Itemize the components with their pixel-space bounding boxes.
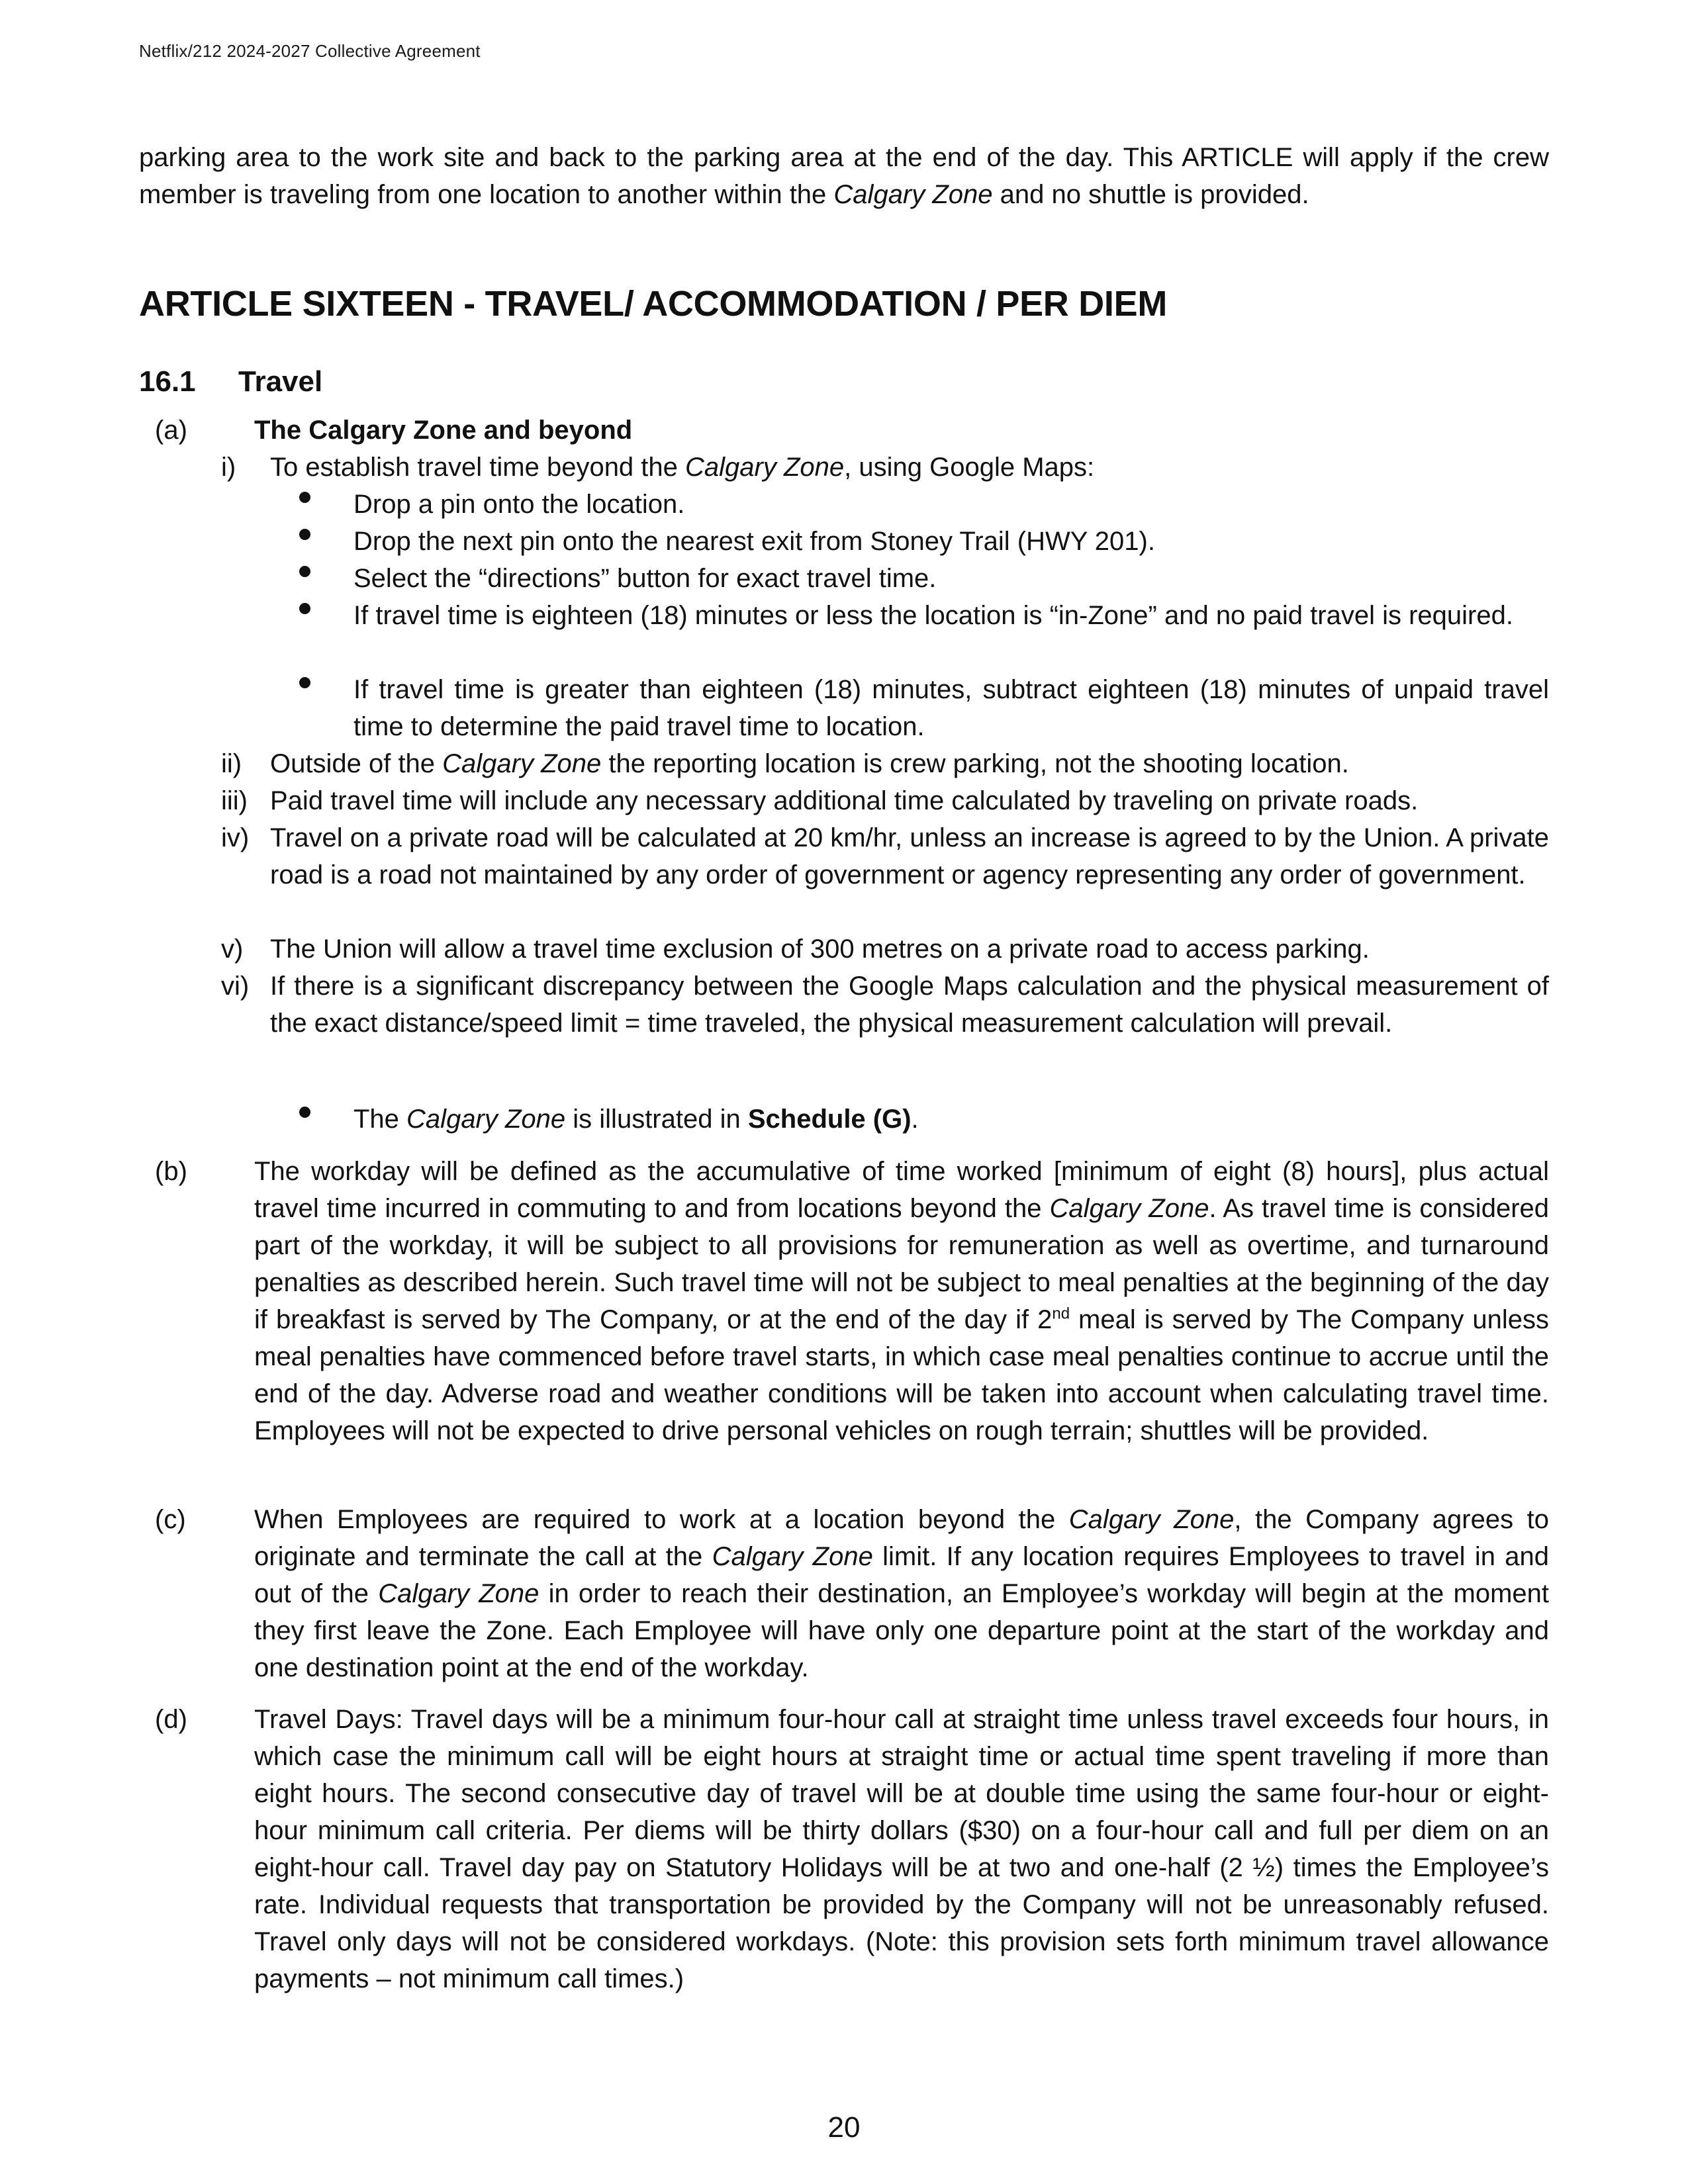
- schedule-note: [353, 1101, 1549, 1138]
- item-v-label: v): [221, 934, 244, 964]
- clause-d-text: Travel Days: Travel days will be a minimum four-hour call at straight time unless travel exceeds four hours, in which case the minimum call will be eight hours at straight time or actual time spent traveling if more than eight hours. The second consecutive day of travel will be at double time using the same four-hour or eight-hour minimum call criteria. Per diems will be thirty dollars ($30) on a four-hour call and full per diem on an eight-hour call. Travel day pay on Statutory Holidays will be at two and one-half (2 ½) times the Employee’s rate. Individual requests that transportation be provided by the Company will not be unreasonably refused. Travel only days will not be considered workdays. (Note: this provision sets forth minimum travel allowance payments – not minimum call times.): [254, 1705, 1549, 1993]
- item-i-text: [270, 449, 1549, 486]
- page-number: 20: [827, 2111, 861, 2144]
- clause-b-sup: nd: [1052, 1304, 1070, 1323]
- bullet-item: Drop the next pin onto the nearest exit from Stoney Trail (HWY 201).: [353, 527, 1155, 556]
- item-iv-label: iv): [221, 823, 250, 852]
- clause-b-t2: . As travel time is considered part of the workday, it will be subject to all provisions for remuneration as well as overtime, and turnaround penalties as described herein. Such travel time will not be subject to meal penalties at the beginning of the day if breakfast is served by The Company, or at the end of the day if 2: [254, 1194, 1550, 1334]
- clause-c-zone-2: Calgary Zone: [712, 1542, 873, 1571]
- clause-a-label: (a): [155, 416, 187, 445]
- bullet-icon: [299, 492, 310, 503]
- clause-c-label: (c): [155, 1505, 186, 1534]
- clause-d-label: (d): [155, 1705, 187, 1734]
- item-ii-pre: Outside of the: [270, 749, 443, 778]
- schedule-mid: is illustrated in: [565, 1105, 748, 1134]
- intro-text-a: parking area to the work site and back to the parking area at the end of the day. This ARTICLE will apply if the crew member is traveling from one location to another within the: [139, 143, 1549, 209]
- intro-paragraph: [139, 139, 1549, 213]
- item-i-zone: Calgary Zone: [685, 453, 845, 482]
- bullet-item: Select the “directions” button for exact travel time.: [353, 564, 937, 593]
- item-iii-label: iii): [221, 786, 248, 815]
- item-ii-text: [270, 745, 1549, 782]
- item-vi-text: If there is a significant discrepancy between the Google Maps calculation and the physical measurement of the exact distance/speed limit = time traveled, the physical measurement calculation will prevail.: [270, 972, 1549, 1038]
- intro-text-b: and no shuttle is provided.: [992, 180, 1309, 209]
- clause-c-zone-1: Calgary Zone: [1068, 1505, 1235, 1534]
- bullet-item: If travel time is greater than eighteen (18) minutes, subtract eighteen (18) minutes of unpaid travel time to determine the paid travel time to location.: [353, 675, 1549, 741]
- clause-b-text: [254, 1153, 1549, 1449]
- section-title: Travel: [238, 365, 323, 398]
- item-v-text: The Union will allow a travel time exclusion of 300 metres on a private road to access parking.: [270, 934, 1370, 964]
- bullet-icon: [299, 529, 310, 540]
- item-i-label: i): [221, 453, 236, 482]
- bullet-icon: [299, 677, 310, 688]
- bullet-icon: [299, 566, 310, 577]
- section-number: 16.1: [139, 365, 196, 398]
- article-title: ARTICLE SIXTEEN - TRAVEL/ ACCOMMODATION / PER DIEM: [139, 284, 1168, 324]
- bullet-item: Drop a pin onto the location.: [353, 490, 685, 519]
- schedule-post: .: [911, 1105, 919, 1134]
- intro-zone: Calgary Zone: [833, 180, 993, 209]
- schedule-zone: Calgary Zone: [406, 1105, 566, 1134]
- item-iii-text: Paid travel time will include any necessary additional time calculated by traveling on private roads.: [270, 786, 1419, 815]
- item-vi-label: vi): [221, 972, 250, 1001]
- clause-c-t2: , the Company agrees to originate and terminate the call at the: [254, 1505, 1549, 1571]
- item-i-pre: To establish travel time beyond the: [270, 453, 686, 482]
- item-ii-zone: Calgary Zone: [442, 749, 602, 778]
- bullet-icon: [299, 603, 310, 614]
- clause-b-zone: Calgary Zone: [1049, 1194, 1209, 1223]
- item-i-post: , using Google Maps:: [844, 453, 1095, 482]
- clause-c-t1: When Employees are required to work at a location beyond the: [254, 1505, 1069, 1534]
- item-iv-text: Travel on a private road will be calculated at 20 km/hr, unless an increase is agreed to by the Union. A private road is a road not maintained by any order of government or agency representing any order of government.: [270, 823, 1549, 889]
- item-ii-post: the reporting location is crew parking, not the shooting location.: [601, 749, 1349, 778]
- clause-c-text: [254, 1501, 1549, 1686]
- clause-c-t3: limit. If any location requires Employees to travel in and out of the: [254, 1542, 1550, 1608]
- bullet-item: If travel time is eighteen (18) minutes or less the location is “in-Zone” and no paid travel is required.: [353, 601, 1513, 630]
- item-ii-label: ii): [221, 749, 242, 778]
- running-header: Netflix/212 2024-2027 Collective Agreement: [139, 41, 481, 61]
- clause-b-label: (b): [155, 1157, 187, 1186]
- schedule-pre: The: [353, 1105, 407, 1134]
- bullet-icon: [299, 1107, 310, 1118]
- schedule-ref: Schedule (G): [747, 1105, 912, 1134]
- clause-c-zone-3: Calgary Zone: [378, 1579, 539, 1608]
- clause-c-t4: in order to reach their destination, an Employee’s workday will begin at the moment they first leave the Zone. Each Employee will have only one departure point at the start of the workday and one destination point at the end of the workday.: [254, 1579, 1549, 1682]
- clause-b-t3: meal is served by The Company unless meal penalties have commenced before travel starts, in which case meal penalties continue to accrue until the end of the day. Adverse road and weather conditions will be taken into account when calculating travel time. Employees will not be expected to drive personal vehicles on rough terrain; shuttles will be provided.: [254, 1305, 1550, 1445]
- clause-a-title: The Calgary Zone and beyond: [254, 416, 633, 445]
- clause-b-t1: The workday will be defined as the accumulative of time worked [minimum of eight (8) hours], plus actual travel time incurred in commuting to and from locations beyond the: [254, 1157, 1549, 1223]
